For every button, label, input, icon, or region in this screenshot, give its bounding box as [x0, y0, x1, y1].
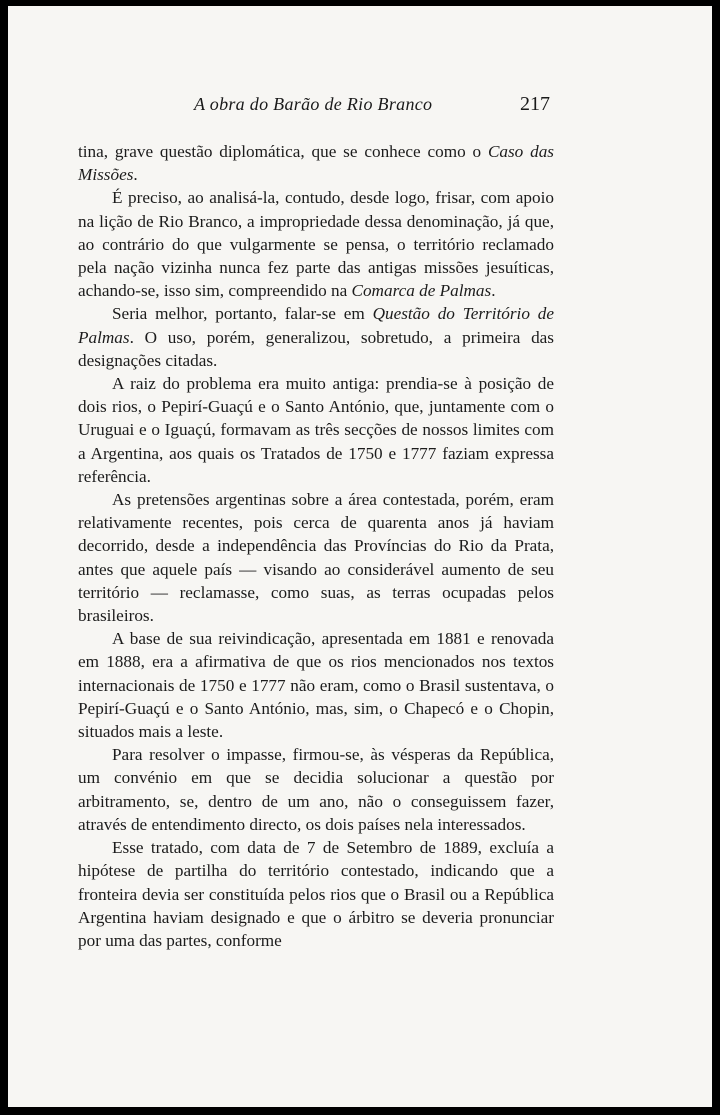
paragraph-2-text-b: . [491, 281, 496, 301]
page-number: 217 [520, 93, 550, 115]
paragraph-2 [78, 186, 554, 302]
paragraph-3-text-a: Seria melhor, portanto, falar-se em [112, 304, 373, 324]
comarca-italic: Comarca de Palmas [351, 281, 492, 301]
paragraph-4: A raiz do problema era muito antiga: prendia-se à posição de dois rios, o Pepirí-Guaçú e o Santo António, que, juntamente com o Uruguai e o Iguaçú, formavam as três secções de nossos limites com a Argentina, aos quais os Tratados de 1750 e 1777 faziam expressa referência. [78, 374, 554, 486]
body-text [78, 140, 554, 952]
question-italic: Questão do Território de Palmas [78, 304, 554, 347]
paragraph-6: A base de sua reivindicação, apresentada em 1881 e renovada em 1888, era a afirmativa de que os rios mencionados nos textos internacionais de 1750 e 1777 não eram, como o Brasil sustentava, o Pepirí-Guaçú e o Santo António, mas, sim, o Chapecó e o Chopin, situados mais a leste. [78, 629, 554, 742]
paragraph-1-text-a: tina, grave questão diplomática, que se conhece como o [78, 142, 488, 161]
paragraph-1 [78, 140, 554, 186]
case-name-italic: Caso das Missões [78, 142, 554, 185]
paragraph-2-text-a: É preciso, ao analisá-la, contudo, desde logo, frisar, com apoio na lição de Rio Branco, a impropriedade dessa denominação, já que, ao contrário do que vulgarmente se pensa, o território reclamado pela nação vizinha nunca fez parte das antigas missões jesuíticas, achando-se, isso sim, compreendido na [78, 188, 554, 301]
scanned-page [8, 6, 712, 1107]
paragraph-1-text-b: . [133, 165, 138, 185]
page-header [8, 94, 712, 124]
running-title: A obra do Barão de Rio Branco [194, 94, 433, 114]
paragraph-5: As pretensões argentinas sobre a área contestada, porém, eram relativamente recentes, pois cerca de quarenta anos já haviam decorrido, desde a independência das Províncias do Rio da Prata, antes que aquele país — visando ao considerável aumento de seu território — reclamasse, como suas, as terras ocupadas pelos brasileiros. [78, 490, 554, 626]
paragraph-7: Para resolver o impasse, firmou-se, às vésperas da República, um convénio em que se decidia solucionar a questão por arbitramento, se, dentro de um ano, não o conseguissem fazer, através de entendimento directo, os dois países nela interessados. [78, 745, 554, 834]
paragraph-8: Esse tratado, com data de 7 de Setembro de 1889, excluía a hipótese de partilha do território contestado, indicando que a fronteira devia ser constituída pelos rios que o Brasil ou a República Argentina haviam designado e que o árbitro se deveria pronunciar por uma das partes, conforme [78, 838, 554, 950]
paragraph-3-text-b: . O uso, porém, generalizou, sobretudo, a primeira das designações citadas. [78, 327, 554, 370]
paragraph-3 [78, 302, 554, 372]
